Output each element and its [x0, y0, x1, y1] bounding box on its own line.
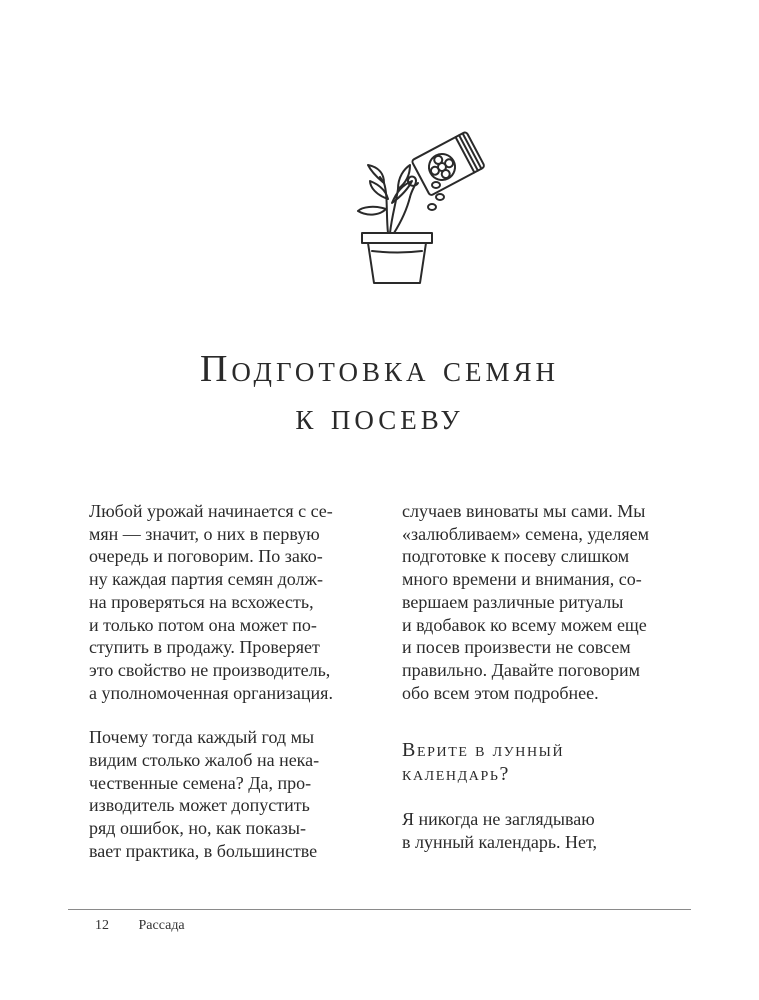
page-footer: [95, 918, 185, 934]
text-line: это свойство не производитель,: [89, 659, 331, 680]
paragraph: [402, 500, 692, 704]
left-column: [89, 500, 379, 885]
heading-line: календарь?: [402, 763, 510, 786]
title-line-1: Подготовка семян: [199, 348, 560, 390]
text-line: случаев виноваты мы сами. Мы: [402, 501, 646, 521]
footer-divider: [68, 909, 691, 910]
right-column: [402, 500, 692, 876]
text-line: и посев произвести не совсем: [402, 637, 631, 658]
text-line: ряд ошибок, но, как показы-: [89, 818, 306, 839]
text-line: на проверяться на всхожесть,: [89, 591, 314, 612]
paragraph: [402, 808, 692, 853]
text-line: чественные семена? Да, про-: [89, 772, 312, 793]
paragraph: [89, 500, 379, 704]
text-line: Я никогда не заглядываю: [402, 809, 595, 830]
section-heading: [402, 738, 692, 786]
text-line: Почему тогда каждый год мы: [89, 727, 315, 748]
plant-pot-seed-packet-icon: [350, 125, 500, 300]
text-line: подготовке к посеву слишком: [402, 546, 630, 567]
text-line: ступить в продажу. Проверяет: [89, 637, 320, 658]
text-line: мян — значит, о них в первую: [89, 523, 320, 544]
heading-line: Верите в лунный: [402, 739, 565, 762]
text-line: обо всем этом подробнее.: [402, 682, 599, 703]
text-line: правильно. Давайте поговорим: [402, 659, 641, 680]
text-line: ну каждая партия семян долж-: [89, 569, 323, 590]
text-line: и только потом она может по-: [89, 614, 317, 635]
text-line: «залюбливаем» семена, уделяем: [402, 523, 649, 544]
text-line: изводитель может допустить: [89, 795, 310, 816]
text-line: вершаем различные ритуалы: [402, 591, 624, 612]
running-section-title: Рассада: [138, 918, 185, 933]
text-line: Любой урожай начинается с се-: [89, 501, 333, 521]
text-line: а уполномоченная организация.: [89, 682, 333, 703]
text-line: в лунный календарь. Нет,: [402, 832, 598, 853]
text-line: видим столько жалоб на нека-: [89, 750, 320, 771]
title-line-2: к посеву: [295, 396, 464, 438]
text-line: и вдобавок ко всему можем еще: [402, 614, 647, 635]
page-number: 12: [95, 918, 109, 933]
text-line: много времени и внимания, со-: [402, 569, 642, 590]
text-line: вает практика, в большинстве: [89, 840, 318, 861]
paragraph: [89, 726, 379, 862]
page-title: [0, 345, 759, 441]
text-line: очередь и поговорим. По зако-: [89, 546, 323, 567]
